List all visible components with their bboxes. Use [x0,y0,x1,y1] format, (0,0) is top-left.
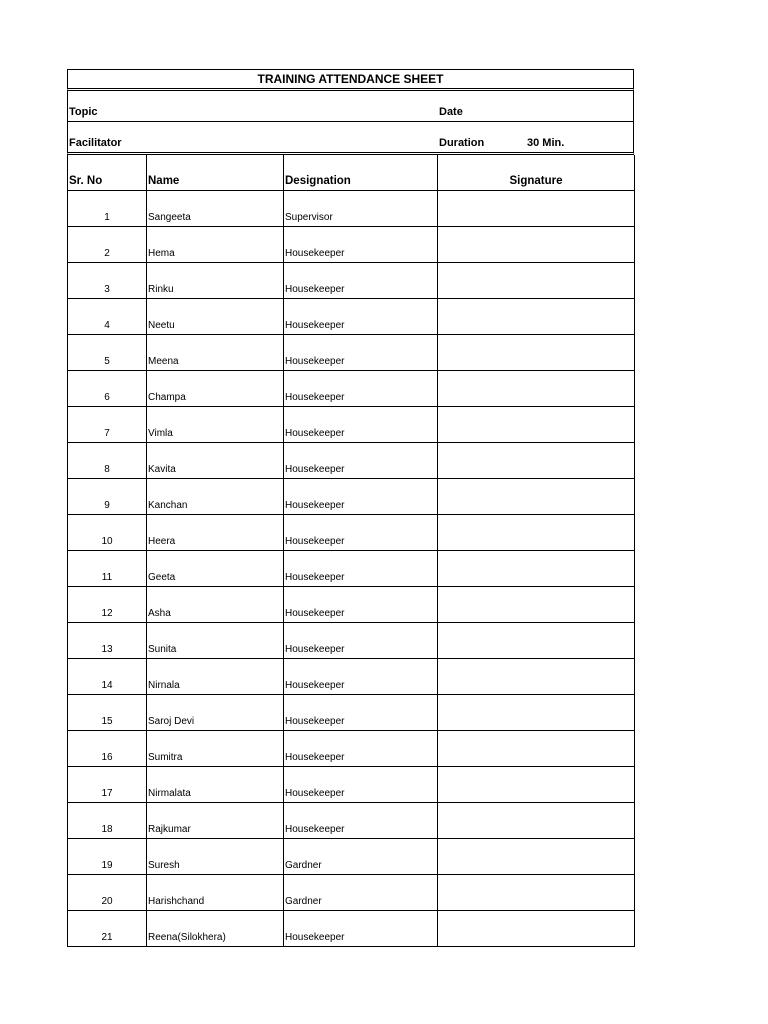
table-header-row [68,155,635,191]
row-designation-cell: Gardner [284,839,438,875]
row-signature-cell [438,443,635,479]
row-sr-cell: 9 [68,479,147,515]
row-sr-cell: 8 [68,443,147,479]
row-designation-cell: Housekeeper [284,299,438,335]
row-signature-cell [438,299,635,335]
row-name-cell: Nirmalata [147,767,284,803]
row-name-cell: Asha [147,587,284,623]
sheet-title: TRAINING ATTENDANCE SHEET [67,69,634,91]
table-row [68,263,635,299]
attendance-table [67,155,635,947]
row-sr-cell: 17 [68,767,147,803]
row-designation-cell: Housekeeper [284,515,438,551]
topic-label: Topic [69,106,98,118]
table-row [68,803,635,839]
row-name-cell: Reena(Silokhera) [147,911,284,947]
row-designation-cell: Housekeeper [284,227,438,263]
facilitator-duration-row [67,122,634,155]
row-designation-cell: Gardner [284,875,438,911]
row-sr-cell: 19 [68,839,147,875]
table-row [68,695,635,731]
row-signature-cell [438,551,635,587]
row-signature-cell [438,803,635,839]
row-name-cell: Geeta [147,551,284,587]
row-signature-cell [438,911,635,947]
attendance-sheet [67,69,634,947]
row-designation-cell: Housekeeper [284,803,438,839]
row-designation-cell: Housekeeper [284,731,438,767]
date-label: Date [439,106,463,118]
row-sr-cell: 21 [68,911,147,947]
row-designation-cell: Housekeeper [284,443,438,479]
row-designation-cell: Housekeeper [284,587,438,623]
row-signature-cell [438,335,635,371]
row-name-cell: Rajkumar [147,803,284,839]
row-designation-cell: Housekeeper [284,479,438,515]
row-name-cell: Nirnala [147,659,284,695]
row-name-cell: Sumitra [147,731,284,767]
col-header-name: Name [147,155,284,191]
row-name-cell: Champa [147,371,284,407]
table-row [68,623,635,659]
row-name-cell: Sangeeta [147,191,284,227]
row-name-cell: Harishchand [147,875,284,911]
table-row [68,335,635,371]
col-header-sr: Sr. No [68,155,147,191]
table-row [68,911,635,947]
table-row [68,227,635,263]
table-row [68,443,635,479]
row-sr-cell: 11 [68,551,147,587]
row-signature-cell [438,767,635,803]
row-sr-cell: 15 [68,695,147,731]
row-sr-cell: 6 [68,371,147,407]
row-designation-cell: Housekeeper [284,623,438,659]
row-designation-cell: Housekeeper [284,911,438,947]
row-signature-cell [438,731,635,767]
row-designation-cell: Housekeeper [284,659,438,695]
table-row [68,407,635,443]
duration-value: 30 Min. [527,137,565,149]
row-sr-cell: 3 [68,263,147,299]
topic-date-row [67,91,634,122]
row-name-cell: Neetu [147,299,284,335]
table-row [68,767,635,803]
row-sr-cell: 20 [68,875,147,911]
row-signature-cell [438,623,635,659]
row-signature-cell [438,407,635,443]
row-sr-cell: 10 [68,515,147,551]
table-row [68,479,635,515]
row-signature-cell [438,875,635,911]
table-row [68,551,635,587]
row-sr-cell: 14 [68,659,147,695]
row-signature-cell [438,191,635,227]
row-signature-cell [438,263,635,299]
row-designation-cell: Housekeeper [284,695,438,731]
row-signature-cell [438,515,635,551]
row-sr-cell: 2 [68,227,147,263]
row-designation-cell: Housekeeper [284,335,438,371]
table-row [68,839,635,875]
row-sr-cell: 5 [68,335,147,371]
row-signature-cell [438,371,635,407]
row-signature-cell [438,479,635,515]
row-sr-cell: 1 [68,191,147,227]
row-name-cell: Heera [147,515,284,551]
row-sr-cell: 12 [68,587,147,623]
row-name-cell: Saroj Devi [147,695,284,731]
table-row [68,875,635,911]
row-name-cell: Meena [147,335,284,371]
table-row [68,659,635,695]
duration-label: Duration [439,137,485,149]
table-row [68,191,635,227]
table-row [68,587,635,623]
row-sr-cell: 7 [68,407,147,443]
row-name-cell: Suresh [147,839,284,875]
row-designation-cell: Supervisor [284,191,438,227]
table-row [68,731,635,767]
row-signature-cell [438,227,635,263]
row-name-cell: Kanchan [147,479,284,515]
table-row [68,371,635,407]
row-sr-cell: 18 [68,803,147,839]
row-name-cell: Rinku [147,263,284,299]
col-header-designation: Designation [284,155,438,191]
table-row [68,515,635,551]
row-designation-cell: Housekeeper [284,263,438,299]
row-name-cell: Sunita [147,623,284,659]
col-header-signature: Signature [438,155,635,191]
row-designation-cell: Housekeeper [284,767,438,803]
row-name-cell: Vimla [147,407,284,443]
facilitator-label: Facilitator [69,137,122,149]
row-name-cell: Hema [147,227,284,263]
row-signature-cell [438,695,635,731]
row-sr-cell: 16 [68,731,147,767]
row-designation-cell: Housekeeper [284,371,438,407]
row-signature-cell [438,839,635,875]
row-signature-cell [438,587,635,623]
row-designation-cell: Housekeeper [284,407,438,443]
row-name-cell: Kavita [147,443,284,479]
row-sr-cell: 4 [68,299,147,335]
row-signature-cell [438,659,635,695]
row-sr-cell: 13 [68,623,147,659]
row-designation-cell: Housekeeper [284,551,438,587]
table-row [68,299,635,335]
